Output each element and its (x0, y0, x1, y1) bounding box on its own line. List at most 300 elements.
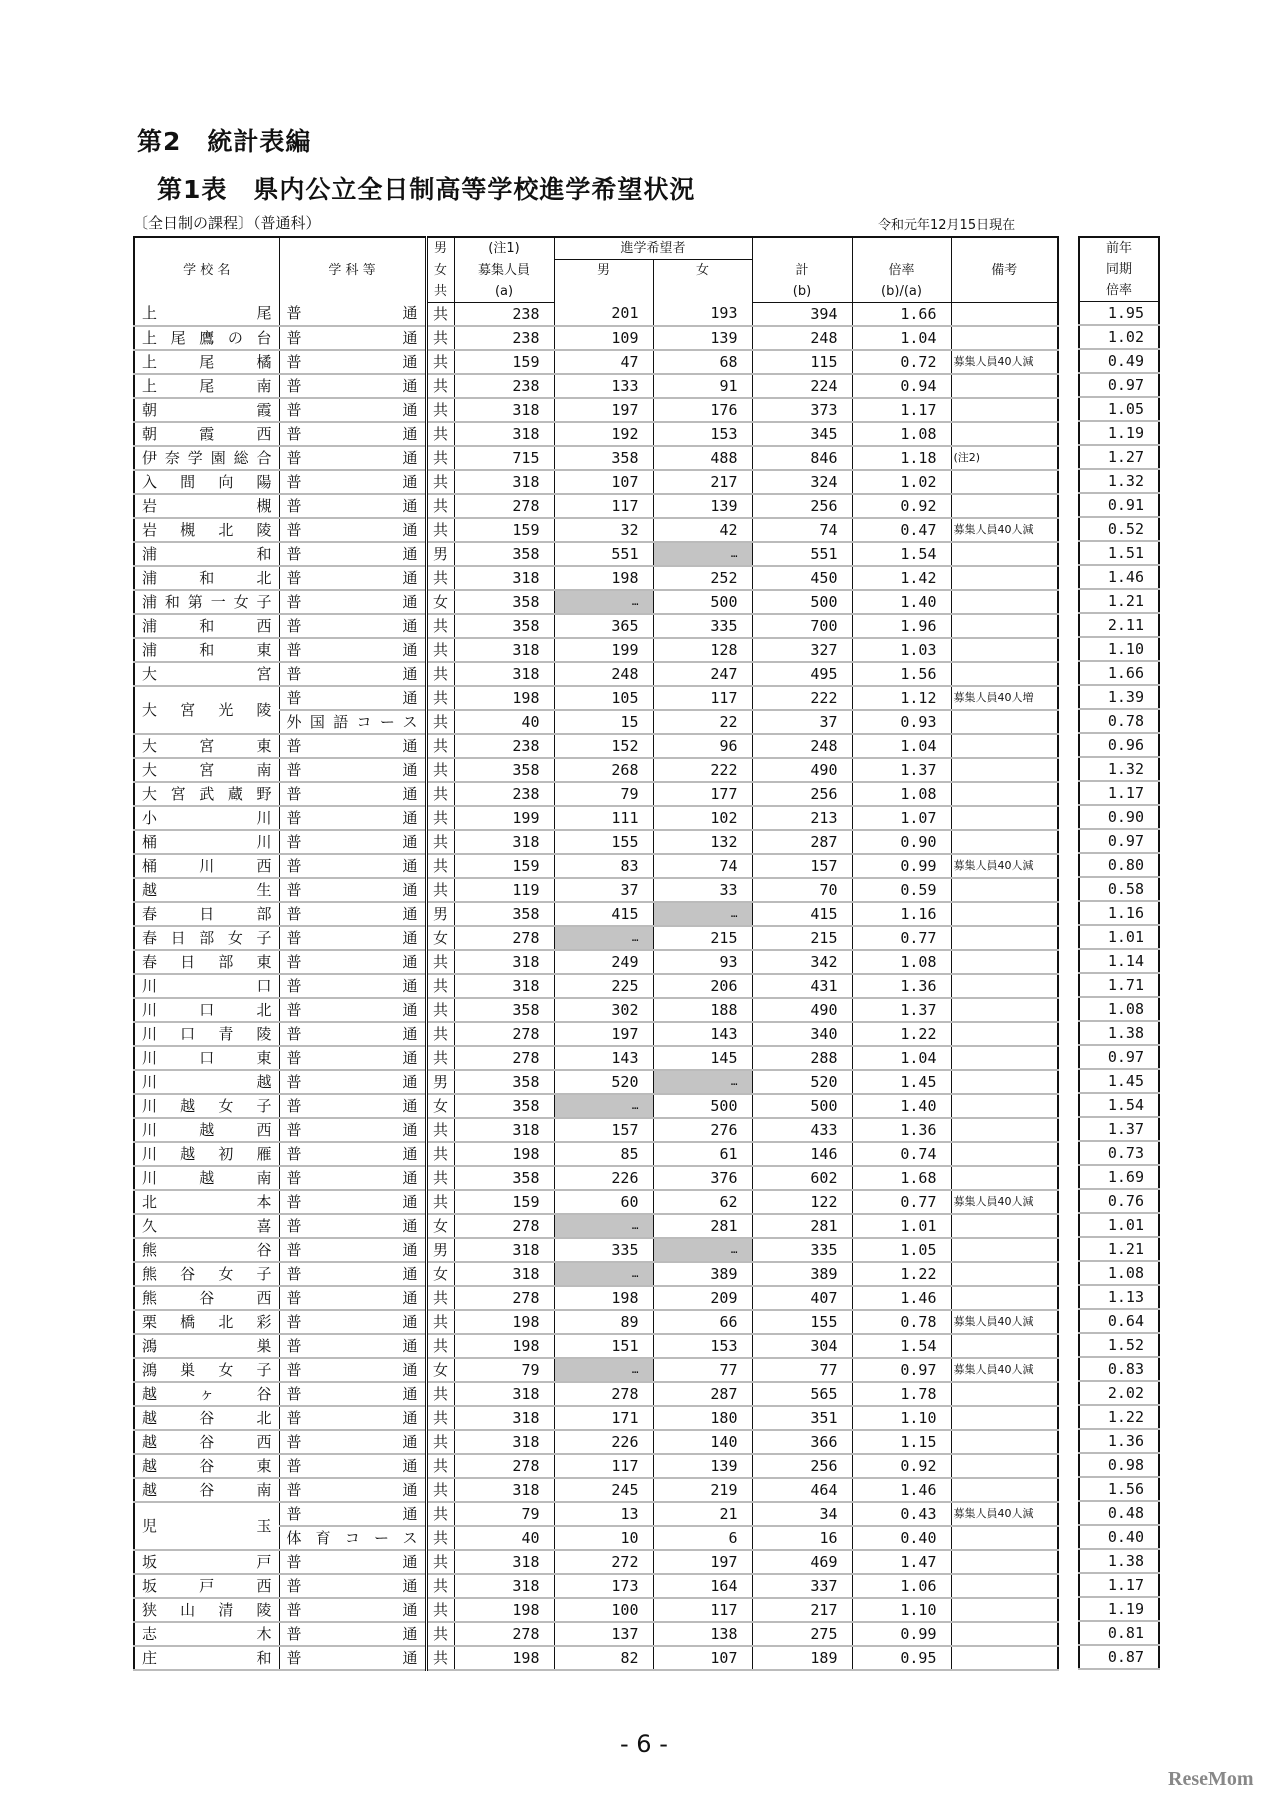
female-cell: 215 (653, 926, 752, 950)
female-cell: 66 (653, 1310, 752, 1334)
dept-cell: 普通 (279, 1430, 426, 1454)
ratio-cell: 1.08 (852, 782, 951, 806)
table-row (134, 950, 1058, 974)
school-name-cell: 浦和西 (134, 614, 279, 638)
table-row (134, 566, 1058, 590)
table-row (1079, 1597, 1159, 1621)
total-cell: 287 (752, 830, 852, 854)
ratio-cell: 1.03 (852, 638, 951, 662)
table-row (134, 854, 1058, 878)
remarks-cell: 募集人員40人減 (951, 518, 1058, 542)
male-cell: 173 (554, 1574, 653, 1598)
table-row (1079, 1501, 1159, 1525)
male-cell: 32 (554, 518, 653, 542)
table-row (134, 1214, 1058, 1238)
dept-cell: 普通 (279, 1286, 426, 1310)
female-cell: 22 (653, 710, 752, 734)
dept-cell: 普通 (279, 1454, 426, 1478)
remarks-cell (951, 1334, 1058, 1358)
male-cell: 137 (554, 1622, 653, 1646)
sex-cell: 共 (426, 662, 454, 686)
sex-cell: 共 (426, 806, 454, 830)
ratio-cell: 0.95 (852, 1646, 951, 1670)
dept-cell: 体育コース (279, 1526, 426, 1550)
dept-cell: 普通 (279, 398, 426, 422)
recruit-cell: 358 (454, 1094, 554, 1118)
dept-cell: 普通 (279, 1070, 426, 1094)
remarks-cell: 募集人員40人増 (951, 686, 1058, 710)
prev-ratio-cell: 1.66 (1079, 661, 1159, 685)
school-name-cell: 川越女子 (134, 1094, 279, 1118)
remarks-cell: 募集人員40人減 (951, 1310, 1058, 1334)
table-row (134, 1166, 1058, 1190)
ratio-cell: 0.40 (852, 1526, 951, 1550)
recruit-cell: 358 (454, 758, 554, 782)
male-cell: 302 (554, 998, 653, 1022)
female-cell: … (653, 1238, 752, 1262)
dept-cell: 普通 (279, 1550, 426, 1574)
remarks-cell (951, 1574, 1058, 1598)
table-row (1079, 1285, 1159, 1309)
total-cell: 431 (752, 974, 852, 998)
prev-ratio-cell: 1.10 (1079, 637, 1159, 661)
ratio-cell: 1.22 (852, 1022, 951, 1046)
header-ratio-sym: (b)/(a) (852, 281, 951, 303)
total-cell: 565 (752, 1382, 852, 1406)
prev-ratio-cell: 1.37 (1079, 1117, 1159, 1141)
ratio-cell: 1.17 (852, 398, 951, 422)
sex-cell: 共 (426, 518, 454, 542)
sex-cell: 共 (426, 854, 454, 878)
school-name-cell: 朝霞西 (134, 422, 279, 446)
total-cell: 213 (752, 806, 852, 830)
dept-cell: 普通 (279, 494, 426, 518)
dept-cell: 普通 (279, 1118, 426, 1142)
table-row (134, 1094, 1058, 1118)
header-sex-3: 共 (426, 281, 454, 303)
male-cell: 10 (554, 1526, 653, 1550)
ratio-cell: 1.36 (852, 974, 951, 998)
remarks-cell (951, 1214, 1058, 1238)
recruit-cell: 199 (454, 806, 554, 830)
school-name-cell: 桶川 (134, 830, 279, 854)
header-blank (951, 281, 1058, 303)
school-name-cell: 上尾 (134, 302, 279, 326)
female-cell: 21 (653, 1502, 752, 1526)
school-name-cell: 大宮東 (134, 734, 279, 758)
recruit-cell: 159 (454, 854, 554, 878)
table-row (134, 686, 1058, 710)
remarks-cell (951, 974, 1058, 998)
school-name-cell: 志木 (134, 1622, 279, 1646)
total-cell: 256 (752, 494, 852, 518)
total-cell: 224 (752, 374, 852, 398)
prev-ratio-cell: 1.32 (1079, 469, 1159, 493)
header-note1: (注1) (454, 237, 554, 260)
remarks-cell (951, 998, 1058, 1022)
recruit-cell: 238 (454, 782, 554, 806)
total-cell: 222 (752, 686, 852, 710)
header-ratio: 倍率 (852, 260, 951, 281)
table-title: 第1表 県内公立全日制高等学校進学希望状況 (157, 175, 696, 204)
recruit-cell: 358 (454, 542, 554, 566)
male-cell: 107 (554, 470, 653, 494)
prev-ratio-cell: 0.58 (1079, 877, 1159, 901)
school-name-cell: 栗橋北彩 (134, 1310, 279, 1334)
male-cell: 335 (554, 1238, 653, 1262)
female-cell: 500 (653, 590, 752, 614)
table-row (1079, 1189, 1159, 1213)
table-row (134, 974, 1058, 998)
table-row (1079, 661, 1159, 685)
school-name-cell: 春日部東 (134, 950, 279, 974)
female-cell: 96 (653, 734, 752, 758)
total-cell: 490 (752, 998, 852, 1022)
ratio-cell: 1.05 (852, 1238, 951, 1262)
prev-ratio-cell: 0.97 (1079, 373, 1159, 397)
school-name-cell: 岩槻 (134, 494, 279, 518)
female-cell: 188 (653, 998, 752, 1022)
recruit-cell: 238 (454, 302, 554, 326)
sex-cell: 共 (426, 1022, 454, 1046)
table-row (134, 446, 1058, 470)
female-cell: 164 (653, 1574, 752, 1598)
header-prev-1: 前年 (1079, 237, 1159, 259)
ratio-cell: 1.68 (852, 1166, 951, 1190)
remarks-cell (951, 1646, 1058, 1670)
sex-cell: 女 (426, 590, 454, 614)
male-cell: 79 (554, 782, 653, 806)
dept-cell: 普通 (279, 878, 426, 902)
prev-ratio-cell: 1.01 (1079, 1213, 1159, 1237)
sex-cell: 男 (426, 1070, 454, 1094)
recruit-cell: 318 (454, 1478, 554, 1502)
table-row (134, 1646, 1058, 1670)
total-cell: 415 (752, 902, 852, 926)
total-cell: 335 (752, 1238, 852, 1262)
total-cell: 304 (752, 1334, 852, 1358)
male-cell: 197 (554, 1022, 653, 1046)
remarks-cell (951, 662, 1058, 686)
table-row (134, 902, 1058, 926)
ratio-cell: 0.72 (852, 350, 951, 374)
total-cell: 215 (752, 926, 852, 950)
school-name-cell: 庄和 (134, 1646, 279, 1670)
table-row (1079, 1021, 1159, 1045)
recruit-cell: 715 (454, 446, 554, 470)
recruit-cell: 358 (454, 998, 554, 1022)
prev-ratio-cell: 1.54 (1079, 1093, 1159, 1117)
dept-cell: 普通 (279, 1094, 426, 1118)
recruit-cell: 318 (454, 1574, 554, 1598)
header-recruit-sym: (a) (454, 281, 554, 303)
school-name-cell: 上尾南 (134, 374, 279, 398)
ratio-cell: 0.94 (852, 374, 951, 398)
dept-cell: 普通 (279, 446, 426, 470)
remarks-cell (951, 1598, 1058, 1622)
male-cell: … (554, 1262, 653, 1286)
table-row (1079, 709, 1159, 733)
male-cell: 201 (554, 302, 653, 326)
sex-cell: 共 (426, 470, 454, 494)
remarks-cell (951, 710, 1058, 734)
table-row (1079, 493, 1159, 517)
total-cell: 217 (752, 1598, 852, 1622)
ratio-cell: 0.99 (852, 1622, 951, 1646)
section-title: 第2 統計表編 (137, 127, 312, 156)
prev-ratio-cell: 0.81 (1079, 1621, 1159, 1645)
prev-ratio-cell: 1.39 (1079, 685, 1159, 709)
recruit-cell: 159 (454, 350, 554, 374)
dept-cell: 普通 (279, 950, 426, 974)
table-row (1079, 373, 1159, 397)
female-cell: 62 (653, 1190, 752, 1214)
school-name-cell: 浦和 (134, 542, 279, 566)
prev-ratio-cell: 1.19 (1079, 1597, 1159, 1621)
ratio-cell: 1.04 (852, 1046, 951, 1070)
dept-cell: 普通 (279, 758, 426, 782)
prev-ratio-cell: 0.91 (1079, 493, 1159, 517)
prev-ratio-cell: 1.69 (1079, 1165, 1159, 1189)
resemom-logo: ReseMom (1168, 1768, 1254, 1790)
sex-cell: 共 (426, 1166, 454, 1190)
sex-cell: 共 (426, 782, 454, 806)
prev-ratio-cell: 0.96 (1079, 733, 1159, 757)
total-cell: 340 (752, 1022, 852, 1046)
header-prev-3: 倍率 (1079, 280, 1159, 302)
school-name-cell: 伊奈学園総合 (134, 446, 279, 470)
table-row (134, 1574, 1058, 1598)
recruit-cell: 318 (454, 422, 554, 446)
ratio-cell: 0.77 (852, 1190, 951, 1214)
school-name-cell: 坂戸西 (134, 1574, 279, 1598)
remarks-cell (951, 1022, 1058, 1046)
table-row (134, 830, 1058, 854)
dept-cell: 普通 (279, 1262, 426, 1286)
dept-cell: 普通 (279, 422, 426, 446)
total-cell: 500 (752, 1094, 852, 1118)
ratio-cell: 1.18 (852, 446, 951, 470)
sex-cell: 男 (426, 902, 454, 926)
total-cell: 327 (752, 638, 852, 662)
table-row (134, 1430, 1058, 1454)
sex-cell: 共 (426, 1142, 454, 1166)
header-school: 学 校 名 (134, 237, 279, 302)
sex-cell: 共 (426, 734, 454, 758)
school-name-cell: 入間向陽 (134, 470, 279, 494)
prev-ratio-cell: 1.16 (1079, 901, 1159, 925)
school-name-cell: 川越 (134, 1070, 279, 1094)
remarks-cell (951, 782, 1058, 806)
dept-cell: 普通 (279, 734, 426, 758)
remarks-cell (951, 1526, 1058, 1550)
sex-cell: 共 (426, 1046, 454, 1070)
male-cell: 365 (554, 614, 653, 638)
sex-cell: 共 (426, 302, 454, 326)
ratio-cell: 1.01 (852, 1214, 951, 1238)
table-row (134, 1142, 1058, 1166)
male-cell: 198 (554, 1286, 653, 1310)
recruit-cell: 318 (454, 470, 554, 494)
table-row (134, 374, 1058, 398)
table-row (134, 614, 1058, 638)
table-row (134, 782, 1058, 806)
prev-ratio-cell: 0.52 (1079, 517, 1159, 541)
ratio-cell: 1.54 (852, 542, 951, 566)
table-row (134, 302, 1058, 326)
sex-cell: 共 (426, 1454, 454, 1478)
prev-ratio-cell: 0.78 (1079, 709, 1159, 733)
prev-ratio-cell: 1.38 (1079, 1549, 1159, 1573)
prev-ratio-cell: 1.17 (1079, 1573, 1159, 1597)
table-row (1079, 1237, 1159, 1261)
prev-ratio-cell: 1.22 (1079, 1405, 1159, 1429)
table-row (134, 326, 1058, 350)
remarks-cell (951, 1406, 1058, 1430)
header-recruit: 募集人員 (454, 260, 554, 281)
table-row (134, 518, 1058, 542)
dept-cell: 普通 (279, 1334, 426, 1358)
table-row (134, 470, 1058, 494)
ratio-cell: 0.90 (852, 830, 951, 854)
ratio-cell: 1.54 (852, 1334, 951, 1358)
recruit-cell: 198 (454, 1646, 554, 1670)
remarks-cell (951, 302, 1058, 326)
table-row (1079, 302, 1159, 326)
dept-cell: 普通 (279, 1022, 426, 1046)
dept-cell: 普通 (279, 1502, 426, 1526)
male-cell: 85 (554, 1142, 653, 1166)
table-row (134, 1070, 1058, 1094)
female-cell: 219 (653, 1478, 752, 1502)
table-row (1079, 325, 1159, 349)
dept-cell: 普通 (279, 638, 426, 662)
sex-cell: 共 (426, 1118, 454, 1142)
female-cell: … (653, 542, 752, 566)
prev-ratio-cell: 0.97 (1079, 1045, 1159, 1069)
table-row (134, 926, 1058, 950)
recruit-cell: 238 (454, 374, 554, 398)
male-cell: 82 (554, 1646, 653, 1670)
prev-ratio-cell: 1.01 (1079, 925, 1159, 949)
page-number: - 6 - (620, 1730, 668, 1758)
table-row (1079, 1093, 1159, 1117)
school-name-cell: 大宮光陵 (134, 686, 279, 734)
table-row (1079, 1645, 1159, 1669)
total-cell: 155 (752, 1310, 852, 1334)
dept-cell: 普通 (279, 1382, 426, 1406)
female-cell: 93 (653, 950, 752, 974)
total-cell: 520 (752, 1070, 852, 1094)
sex-cell: 共 (426, 398, 454, 422)
remarks-cell (951, 326, 1058, 350)
table-row (1079, 1117, 1159, 1141)
table-row (1079, 1141, 1159, 1165)
ratio-cell: 1.02 (852, 470, 951, 494)
prev-ratio-cell: 0.90 (1079, 805, 1159, 829)
table-row (134, 422, 1058, 446)
remarks-cell (951, 806, 1058, 830)
school-name-cell: 川口東 (134, 1046, 279, 1070)
header-blank (951, 237, 1058, 260)
sex-cell: 女 (426, 1094, 454, 1118)
total-cell: 256 (752, 1454, 852, 1478)
remarks-cell (951, 734, 1058, 758)
male-cell: 551 (554, 542, 653, 566)
header-sex-2: 女 (426, 260, 454, 281)
sex-cell: 共 (426, 1286, 454, 1310)
school-name-cell: 浦和東 (134, 638, 279, 662)
sex-cell: 共 (426, 1310, 454, 1334)
dept-cell: 普通 (279, 1598, 426, 1622)
total-cell: 500 (752, 590, 852, 614)
prev-ratio-cell: 1.13 (1079, 1285, 1159, 1309)
female-cell: 276 (653, 1118, 752, 1142)
table-row (1079, 1525, 1159, 1549)
prev-ratio-cell: 1.95 (1079, 302, 1159, 326)
prev-ratio-cell: 1.45 (1079, 1069, 1159, 1093)
table-row (1079, 877, 1159, 901)
table-row (134, 1478, 1058, 1502)
prev-ratio-cell: 1.52 (1079, 1333, 1159, 1357)
recruit-cell: 159 (454, 518, 554, 542)
male-cell: 47 (554, 350, 653, 374)
female-cell: 77 (653, 1358, 752, 1382)
table-row (134, 1550, 1058, 1574)
female-cell: 153 (653, 422, 752, 446)
dept-cell: 普通 (279, 782, 426, 806)
ratio-cell: 1.10 (852, 1598, 951, 1622)
school-name-cell: 越谷南 (134, 1478, 279, 1502)
recruit-cell: 278 (454, 1022, 554, 1046)
table-subtitle: 〔全日制の課程〕（普通科） (133, 214, 321, 232)
school-name-cell: 桶川西 (134, 854, 279, 878)
table-row (134, 1406, 1058, 1430)
female-cell: 91 (653, 374, 752, 398)
prev-ratio-cell: 0.48 (1079, 1501, 1159, 1525)
ratio-cell: 1.10 (852, 1406, 951, 1430)
prev-ratio-cell: 0.97 (1079, 829, 1159, 853)
total-cell: 351 (752, 1406, 852, 1430)
prev-ratio-cell: 0.49 (1079, 349, 1159, 373)
table-row (1079, 1381, 1159, 1405)
sex-cell: 共 (426, 1478, 454, 1502)
table-row (134, 1382, 1058, 1406)
male-cell: 415 (554, 902, 653, 926)
sex-cell: 共 (426, 686, 454, 710)
ratio-cell: 1.22 (852, 1262, 951, 1286)
male-cell: 60 (554, 1190, 653, 1214)
female-cell: 68 (653, 350, 752, 374)
prev-ratio-cell: 0.83 (1079, 1357, 1159, 1381)
total-cell: 389 (752, 1262, 852, 1286)
sex-cell: 共 (426, 566, 454, 590)
total-cell: 256 (752, 782, 852, 806)
school-name-cell: 鴻巣 (134, 1334, 279, 1358)
prev-ratio-cell: 0.40 (1079, 1525, 1159, 1549)
table-row (134, 1046, 1058, 1070)
ratio-cell: 0.92 (852, 1454, 951, 1478)
female-cell: 177 (653, 782, 752, 806)
male-cell: 83 (554, 854, 653, 878)
school-name-cell: 大宮武蔵野 (134, 782, 279, 806)
dept-cell: 普通 (279, 806, 426, 830)
remarks-cell (951, 1478, 1058, 1502)
remarks-cell (951, 1166, 1058, 1190)
male-cell: 520 (554, 1070, 653, 1094)
ratio-cell: 1.40 (852, 590, 951, 614)
total-cell: 37 (752, 710, 852, 734)
